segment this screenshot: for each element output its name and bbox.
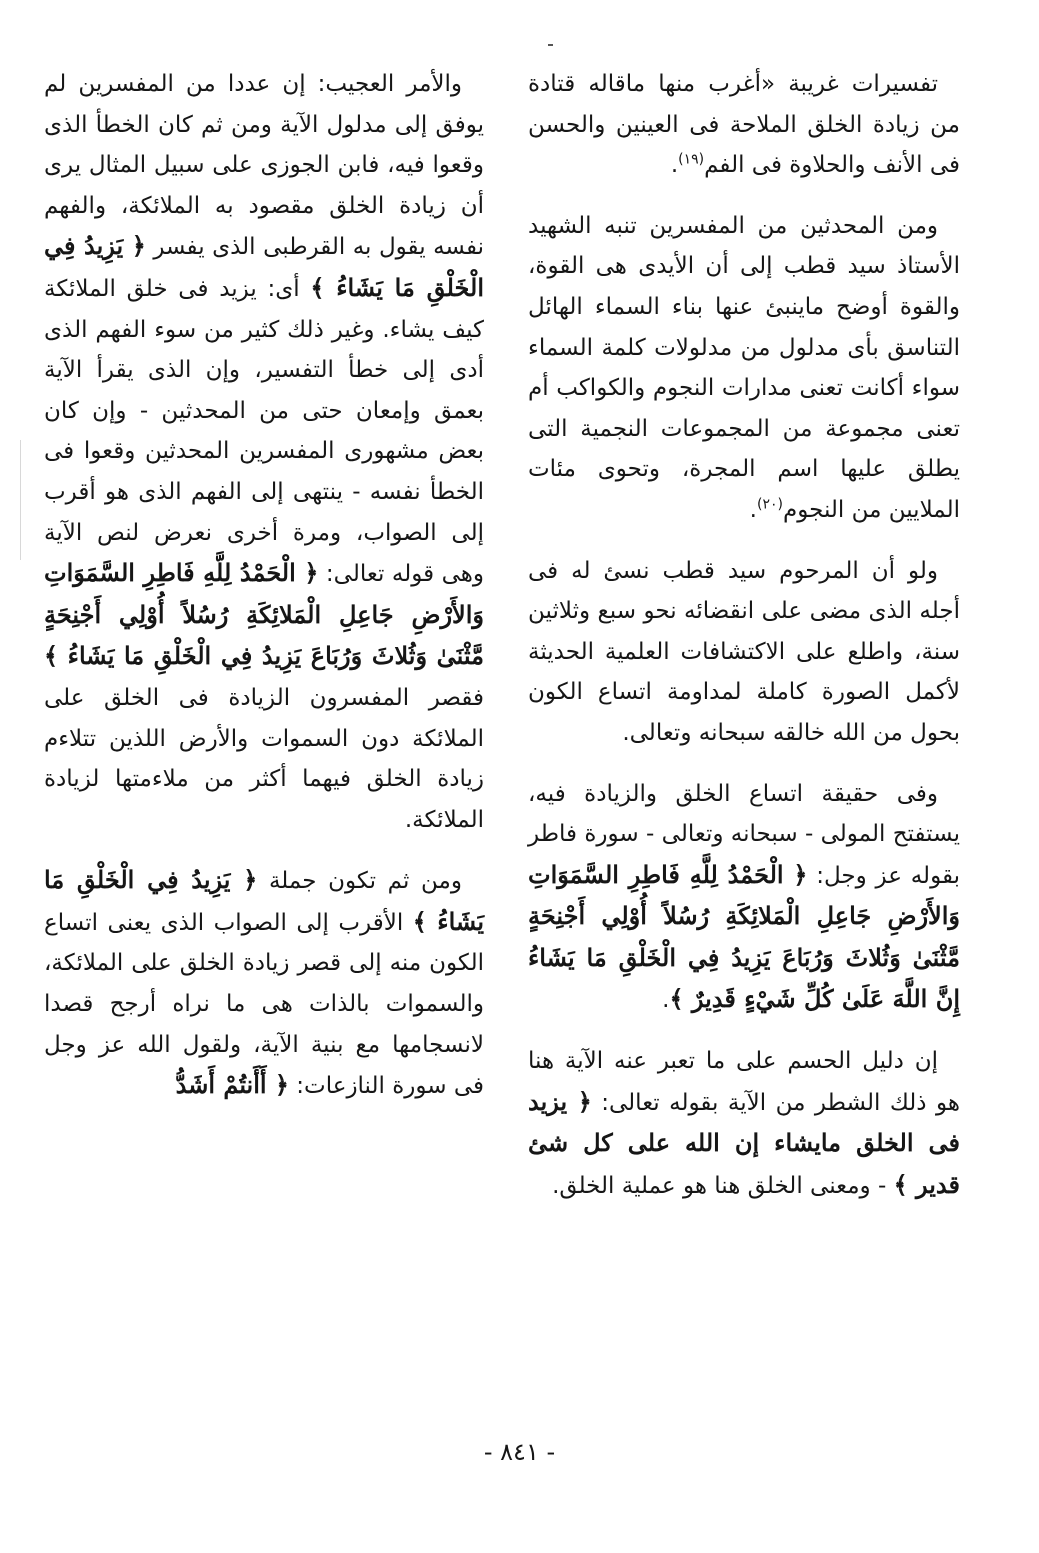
left-paragraph-2	[44, 860, 484, 1107]
text-run: وفى حقيقة اتساع الخلق والزيادة فيه، يستفتح المولى - سبحانه وتعالى - سورة فاطر بقوله عز وجل:	[528, 780, 960, 889]
footnote-ref: (١٩)	[678, 151, 705, 168]
right-column	[528, 64, 960, 1226]
text-run: .	[662, 987, 670, 1014]
right-paragraph-1	[528, 64, 960, 186]
text-run: فقصر المفسرون الزيادة فى الخلق على الملائكة دون السموات والأرض اللذين تتلاءم زيادة الخلق فيهما أكثر من ملاءمتها لزيادة الملائكة.	[44, 684, 484, 833]
right-paragraph-2	[528, 206, 960, 531]
footnote-ref: (٢٠)	[756, 496, 783, 513]
quran-verse: ﴿ يَزِيدُ فِي الْخَلْقِ مَا يَشَاءُ ﴾	[44, 865, 484, 936]
text-run: ولو أن المرحوم سيد قطب نسئ له فى أجله الذى مضى على انقضائه نحو سبع وثلاثين سنة، واطلع على الاكتشافات العلمية الحديثة لأكمل الصورة كاملة لمداومة اتساع الكون بحول من الله خالقه سبحانه وتعالى.	[528, 557, 960, 746]
quran-verse: ﴿ الْحَمْدُ لِلَّهِ فَاطِرِ السَّمَوَاتِ وَالأَرْضِ جَاعِلِ الْمَلائِكَةِ رُسُلاً أُوْلِي أَجْنِحَةٍ مَّثْنَىٰ وَثُلاثَ وَرُبَاعَ يَزِيدُ فِي الْخَلْقِ مَا يَشَاءُ إِنَّ اللَّهَ عَلَىٰ كُلِّ شَيْءٍ قَدِيرٌ ﴾	[528, 859, 960, 1014]
text-run: ومن المحدثين من المفسرين تنبه الشهيد الأستاذ سيد قطب إلى أن الأيدى هى القوة، والقوة أوضح ماينبئ عنها بناء السماء الهائل التناسق بأى مدلول من مدلولات كلمة السماء سواء أكانت تعنى مدارات النجوم والكواكب أم تعنى مجموعة من المجموعات النجمية التى يطلق عليها اسم المجرة، وتحوى مئات الملايين من النجوم	[528, 212, 960, 523]
text-run: أى: يزيد فى خلق الملائكة كيف يشاء. وغير ذلك كثير من سوء الفهم الذى أدى إلى خطأ التفسير، وإن الذى يقرأ الآية بعمق وإمعان حتى من المحدثين - وإن كان بعض مشهورى المفسرين المحدثين وقعوا فى الخطأ نفسه - ينتهى إلى الفهم الذى هو أقرب إلى الصواب، ومرة أخرى نعرض لنص الآية وهى قوله تعالى:	[44, 275, 484, 588]
text-run: والأمر العجيب: إن عددا من المفسرين لم يوفق إلى مدلول الآية ومن ثم كان الخطأ الذى وقعوا فيه، فابن الجوزى على سبيل المثال يرى أن زيادة الخلق مقصود به الملائكة، والفهم نفسه يقول به القرطبى الذى يفسر	[44, 71, 484, 261]
scan-speck	[548, 44, 553, 46]
right-paragraph-4	[528, 774, 960, 1022]
scan-edge-mark	[20, 440, 21, 560]
text-run: تفسيرات غريبة «أغرب منها ماقاله قتادة من زيادة الخلق الملاحة فى العينين والحسن فى الأنف والحلاوة فى الفم	[528, 71, 960, 179]
text-run: إن دليل الحسم على ما تعبر عنه الآية هنا هو ذلك الشطر من الآية بقوله تعالى:	[528, 1048, 960, 1116]
quran-verse: ﴿ يزيد فى الخلق مايشاء إن الله على كل شئ قدير ﴾	[528, 1086, 960, 1199]
right-paragraph-3	[528, 551, 960, 754]
right-paragraph-5	[528, 1041, 960, 1206]
quran-verse: ﴿ أَأَنتُمْ أَشَدُّ	[175, 1070, 289, 1100]
text-run: الأقرب إلى الصواب الذى يعنى اتساع الكون منه إلى قصر زيادة الخلق على الملائكة، والسموات بالذات هى ما نراه أرجح قصدا لانسجامها مع بنية الآية، ولقول الله عز وجل فى سورة النازعات:	[44, 909, 484, 1100]
page-number: - ٨٤١ -	[483, 1438, 556, 1466]
text-run: .	[670, 152, 679, 179]
left-paragraph-1	[44, 64, 484, 840]
text-run: - ومعنى الخلق هنا هو عملية الخلق.	[552, 1172, 894, 1199]
quran-verse: ﴿ الْحَمْدُ لِلَّهِ فَاطِرِ السَّمَوَاتِ وَالأَرْضِ جَاعِلِ الْمَلائِكَةِ رُسُلاً أُوْلِي أَجْنِحَةٍ مَّثْنَىٰ وَثُلاثَ وَرُبَاعَ يَزِيدُ فِي الْخَلْقِ مَا يَشَاءُ ﴾	[44, 558, 484, 671]
left-column	[44, 64, 484, 1127]
text-run: .	[749, 496, 757, 523]
text-run: ومن ثم تكون جملة	[257, 868, 462, 895]
quran-verse: ﴿ يَزِيدُ فِي الْخَلْقِ مَا يَشَاءُ ﴾	[44, 231, 485, 302]
